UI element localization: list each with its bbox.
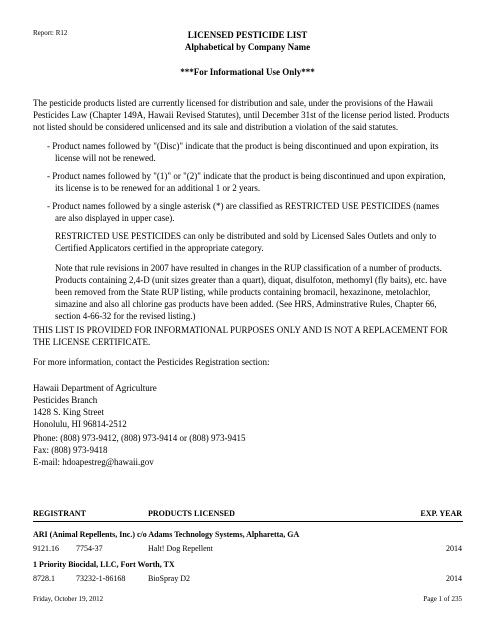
bullet-line: license will not be renewed.	[55, 153, 156, 163]
product-code: 8728.1	[33, 574, 55, 583]
address-line: Honolulu, HI 96814-2512	[33, 419, 127, 429]
header-divider	[33, 521, 463, 522]
product-exp-year: 2014	[446, 574, 462, 583]
address-line: Pesticides Branch	[33, 395, 98, 405]
note-line: simazine and also all chlorine gas products have been added. (See HRS, Adminstrative Rules, Chapter 66,	[55, 299, 437, 309]
product-name: BioSpray D2	[148, 574, 190, 583]
document-subtitle: Alphabetical by Company Name	[184, 42, 311, 52]
phone-numbers: Phone: (808) 973-9412, (808) 973-9414 or (808) 973-9415	[33, 433, 246, 443]
contact-intro: For more information, contact the Pesticides Registration section:	[33, 357, 270, 367]
product-code: 9121.16	[33, 544, 59, 553]
product-exp-year: 2014	[446, 544, 462, 553]
report-code: Report: R12	[33, 29, 68, 37]
column-header-products: PRODUCTS LICENSED	[148, 509, 235, 518]
contact-details	[33, 432, 465, 468]
document-title: LICENSED PESTICIDE LIST	[187, 30, 308, 40]
footer-page-number: Page 1 of 235	[423, 595, 462, 603]
note-line: Products containing 2,4-D (unit sizes greater than a quart), diquat, disulfoton, methomyl (fly baits), etc. have	[55, 275, 447, 285]
note-line: Note that rule revisions in 2007 have resulted in changes in the RUP classification of a number of products.	[55, 263, 442, 273]
note-line: section 4-66-32 for the revised listing.)	[55, 311, 196, 321]
note-line: been removed from the State RUP listing, while products containing bromacil, hexazinone, metolachlor,	[55, 287, 431, 297]
bullet-line: - Product names followed by a single asterisk (*) are classified as RESTRICTED USE PESTICIDES (names	[47, 201, 440, 211]
footer-date: Friday, October 19, 2012	[33, 595, 104, 603]
mailing-address	[33, 382, 465, 430]
fax-number: Fax: (808) 973-9418	[33, 445, 108, 455]
bullet-disc	[47, 140, 467, 164]
bullet-line: - Product names followed by "(1)" or "(2)" indicate that the product is being discontinued and upon expiration,	[47, 171, 446, 181]
bullet-restricted	[47, 200, 467, 224]
column-header-registrant: REGISTRANT	[33, 509, 86, 518]
registrant-name: ARI (Animal Repellents, Inc.) c/o Adams Technology Systems, Alpharetta, GA	[33, 530, 300, 539]
column-header-exp-year: EXP. YEAR	[420, 509, 462, 518]
disclaimer-line: THE LICENSE CERTIFICATE.	[33, 337, 151, 347]
bullet-renewal	[47, 170, 467, 194]
disclaimer-line: THIS LIST IS PROVIDED FOR INFORMATIONAL PURPOSES ONLY AND IS NOT A REPLACEMENT FOR	[33, 325, 448, 335]
informational-notice: ***For Informational Use Only***	[180, 67, 315, 77]
address-line: 1428 S. King Street	[33, 407, 104, 417]
rule-revision-note	[55, 262, 465, 322]
rup-line: Certified Applicators certified in the appropriate category.	[55, 243, 264, 253]
email-address: E-mail: hdoapestreg@hawaii.gov	[33, 457, 154, 467]
address-line: Hawaii Department of Agriculture	[33, 383, 157, 393]
bullet-line: its license is to be renewed for an additional 1 or 2 years.	[55, 183, 261, 193]
bullet-line: - Product names followed by "(Disc)" indicate that the product is being discontinued and upon expiration, its	[47, 141, 439, 151]
intro-line: The pesticide products listed are currently licensed for distribution and sale, under the provisions of the Hawaii	[33, 98, 434, 108]
product-reg-number: 73232-1-86168	[76, 574, 126, 583]
rup-paragraph	[55, 230, 465, 254]
product-name: Halt! Dog Repellent	[148, 544, 213, 553]
product-reg-number: 7754-37	[76, 544, 103, 553]
intro-line: Pesticides Law (Chapter 149A, Hawaii Revised Statutes), until December 31st of the license period listed. Products	[33, 110, 450, 120]
intro-paragraph	[33, 97, 465, 133]
disclaimer	[33, 324, 465, 348]
bullet-line: are also displayed in upper case).	[55, 213, 175, 223]
registrant-name: 1 Priority Biocidal, LLC, Fort Worth, TX	[33, 560, 175, 569]
rup-line: RESTRICTED USE PESTICIDES can only be distributed and sold by Licensed Sales Outlets and only to	[55, 231, 437, 241]
intro-line: not listed should be considered unlicensed and its sale and distribution a violation of the said statutes.	[33, 122, 399, 132]
